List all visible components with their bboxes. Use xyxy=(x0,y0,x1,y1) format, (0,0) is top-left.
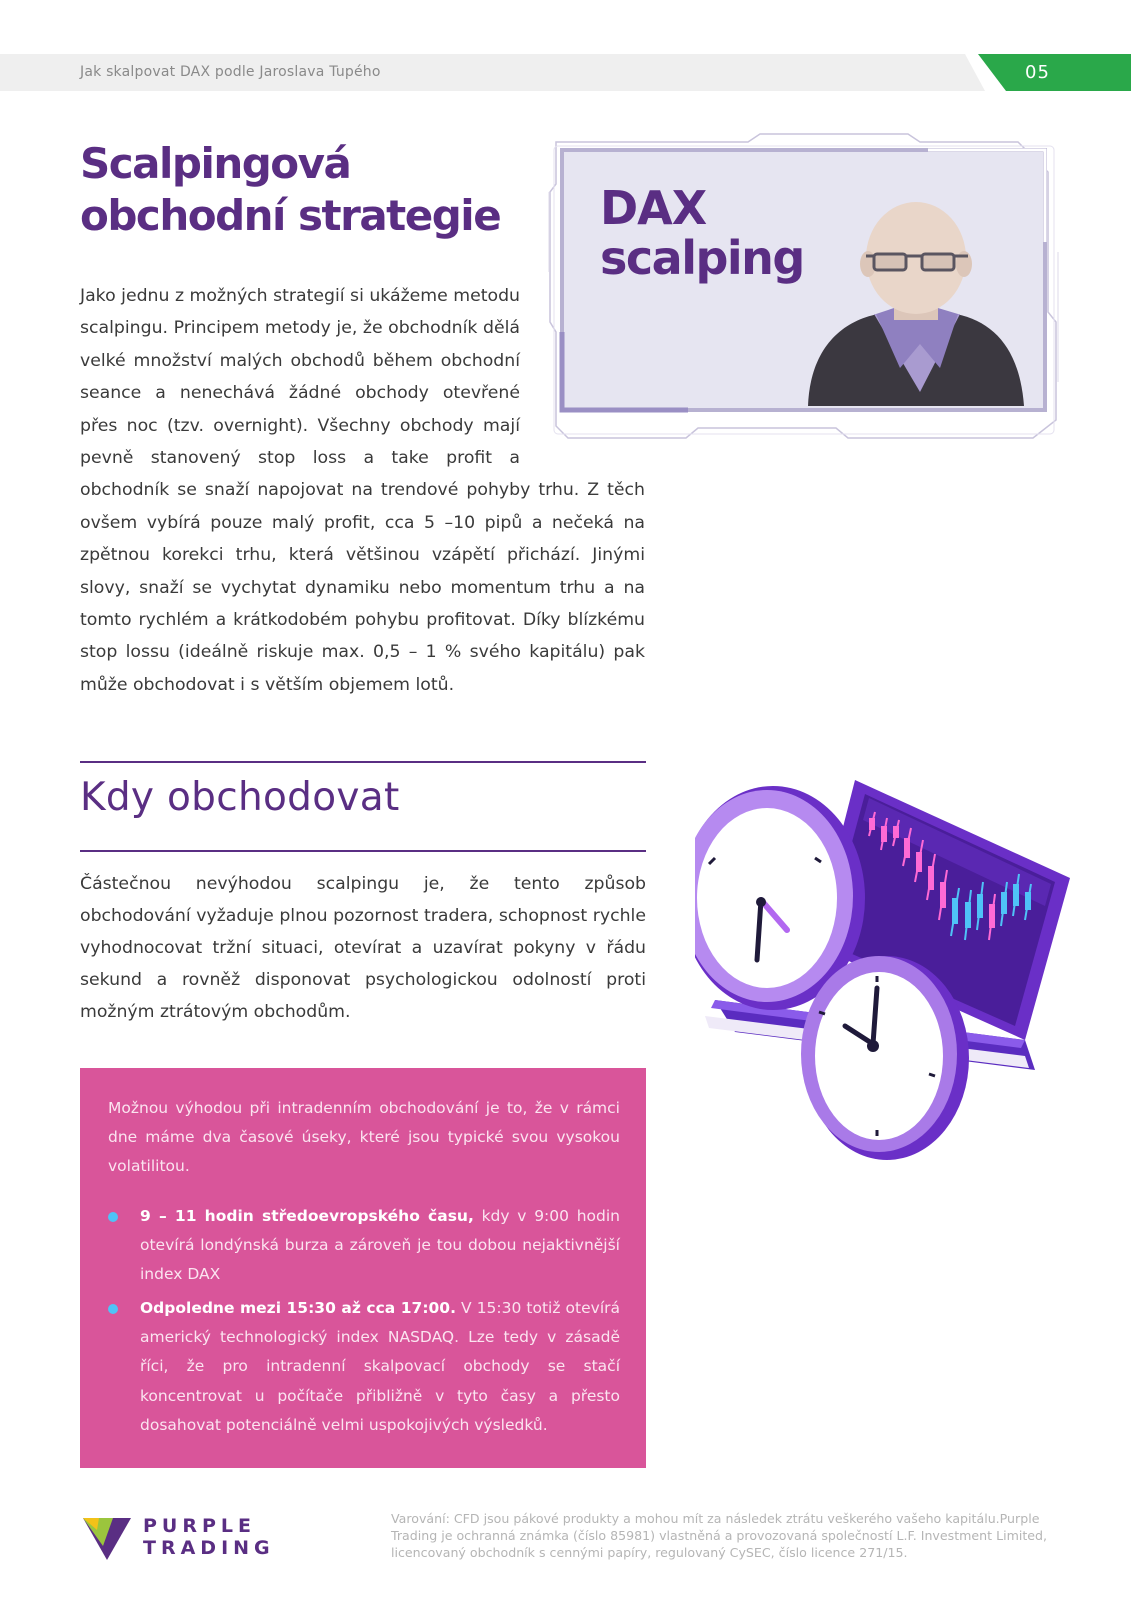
page-title-line1: Scalpingová xyxy=(80,139,351,188)
section-rule-top xyxy=(80,761,646,763)
page-number: 05 xyxy=(1025,62,1050,83)
clock-laptop-illustration xyxy=(695,770,1105,1180)
dax-card-line1: DAX xyxy=(600,181,707,235)
page-number-badge xyxy=(978,54,1131,91)
header-title: Jak skalpovat DAX podle Jaroslava Tupého xyxy=(80,64,381,80)
purple-trading-wordmark xyxy=(143,1515,275,1559)
logo-line2: TRADING xyxy=(143,1537,275,1559)
info-box-intro: Možnou výhodou při intradenním obchodování je to, že v rámci dne máme dva časové úseky, které jsou typické svou vysokou volatilitou. xyxy=(108,1099,620,1176)
list-item-text: kdy v 9:00 hodin otevírá londýnská burza a zároveň je tou dobou nejaktivnější index DAX xyxy=(140,1207,620,1284)
dax-scalping-card xyxy=(548,132,1063,450)
page-title xyxy=(80,138,500,242)
list-item-bold: Odpoledne mezi 15:30 až cca 17:00. xyxy=(140,1299,456,1317)
bullet-dot-icon xyxy=(108,1212,118,1222)
list-item xyxy=(108,1202,620,1290)
purple-trading-logo-icon xyxy=(83,1516,131,1560)
bullet-dot-icon xyxy=(108,1304,118,1314)
list-item-text: V 15:30 totiž otevírá americký technologický index NASDAQ. Lze tedy v zásadě říci, že pro intradenní skalpovací obchody se stačí koncentrovat u počítače přibližně v tyto časy a přesto dosahovat potenciálně velmi uspokojivých výsledků. xyxy=(140,1299,620,1434)
volatility-info-box xyxy=(80,1068,646,1468)
list-item-bold: 9 – 11 hodin středoevropského času, xyxy=(140,1207,474,1225)
section-rule-bottom xyxy=(80,850,646,852)
logo-line1: PURPLE xyxy=(143,1515,256,1537)
risk-disclaimer: Varování: CFD jsou pákové produkty a mohou mít za následek ztrátu veškerého vašeho kapitálu.Purple Trading je ochranná známka (číslo 85981) vlastněná a provozovaná společností L.F. Investment Limited, licencovaný obchodník s cennými papíry, regulovaný CySEC, číslo licence 271/15. xyxy=(391,1511,1048,1560)
page-title-line2: obchodní strategie xyxy=(80,191,501,240)
dax-card-line2: scalping xyxy=(600,231,804,285)
list-item xyxy=(108,1294,620,1440)
intro-paragraph: Jako jednu z možných strategií si ukážeme metodu scalpingu. Principem metody je, že obchodník dělá velké množství malých obchodů během obchodní seance a nenechává žádné obchody otevřené přes noc (tzv. overnight). Všechny obchody mají pevně stanovený stop loss a take profit a obchodník se snaží napojovat na trendové pohyby trhu. Z těch ovšem vybírá pouze malý profit, cca 5 –10 pipů a nečeká na zpětnou korekci trhu, která většinou vzápětí přichází. Jinými slovy, snaží se vychytat dynamiku nebo momentum trhu a na tomto rychlém a krátkodobém pohybu profitovat. Díky blízkému stop lossu (ideálně riskuje max. 0,5 – 1 % svého kapitálu) pak může obchodovat i s větším objemem lotů. xyxy=(80,286,645,695)
section-paragraph: Částečnou nevýhodou scalpingu je, že tento způsob obchodování vyžaduje plnou pozornost tradera, schopnost rychle vyhodnocovat tržní situaci, otevírat a uzavírat pokyny v řádu sekund a rovněž disponovat psychologickou odolností proti možným ztrátovým obchodům. xyxy=(80,874,646,1022)
section-title: Kdy obchodovat xyxy=(80,775,400,820)
